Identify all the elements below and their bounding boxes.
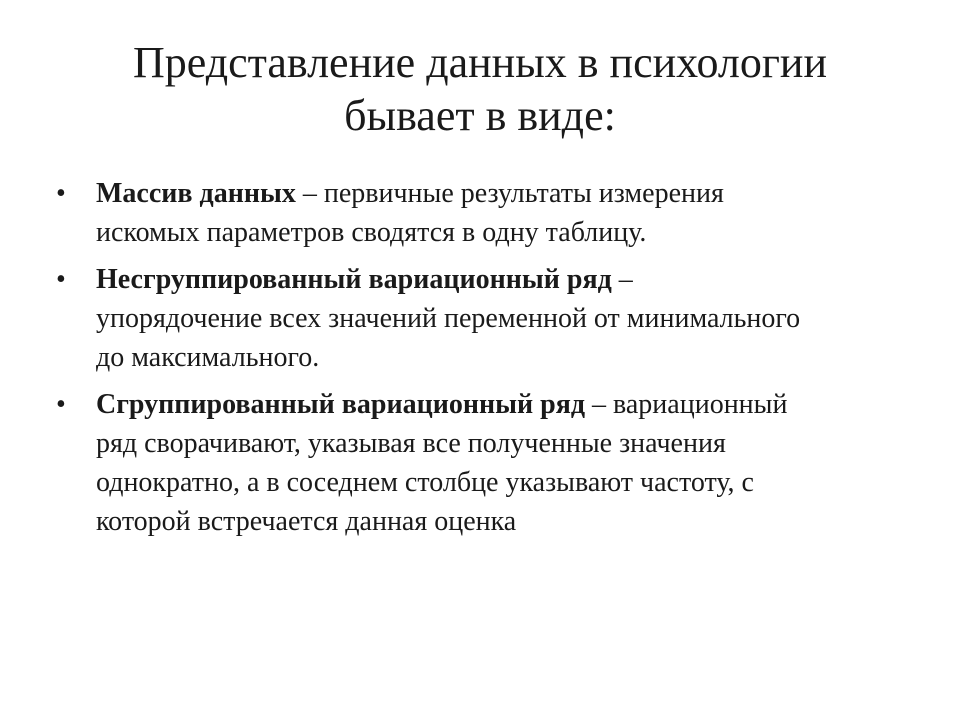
bullet-item-grouped-series: [56, 385, 916, 541]
bullet-list: [56, 174, 916, 549]
bullet-text: – первичные результаты измерения: [295, 178, 724, 209]
bullet-line: которой встречается данная оценка: [96, 506, 517, 537]
bullet-line: до максимального.: [96, 342, 320, 373]
slide-title: [60, 36, 900, 142]
slide-title-line-2: бывает в виде:: [344, 91, 616, 140]
bullet-icon: •: [56, 389, 66, 420]
bullet-line: ряд сворачивают, указывая все полученные значения: [96, 428, 726, 459]
bullet-text: –: [611, 264, 633, 295]
bullet-term: Сгруппированный вариационный ряд: [96, 389, 586, 420]
bullet-item-ungrouped-series: [56, 260, 916, 377]
bullet-line: [96, 260, 916, 299]
bullet-term: Несгруппированный вариационный ряд: [96, 264, 612, 295]
bullet-line: искомых параметров сводятся в одну таблицу.: [96, 217, 647, 248]
bullet-text: – вариационный: [585, 389, 788, 420]
bullet-icon: •: [56, 178, 66, 209]
bullet-icon: •: [56, 264, 66, 295]
bullet-term: Массив данных: [96, 178, 296, 209]
bullet-line: упорядочение всех значений переменной от минимального: [96, 303, 801, 334]
bullet-line: однократно, а в соседнем столбце указывают частоту, с: [96, 467, 754, 498]
bullet-line: [96, 385, 916, 424]
slide-title-line-1: Представление данных в психологии: [132, 38, 828, 87]
bullet-item-data-array: [56, 174, 916, 252]
bullet-line: [96, 174, 916, 213]
